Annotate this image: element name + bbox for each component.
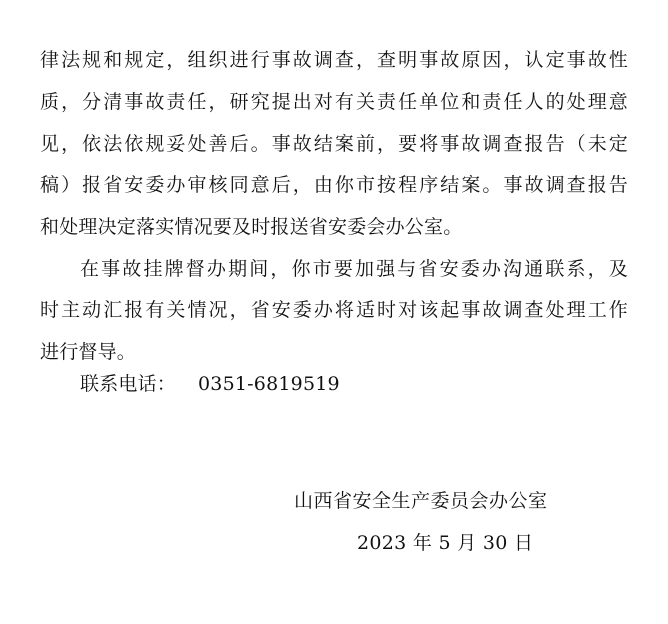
issuing-organization: 山西省安全生产委员会办公室: [294, 490, 548, 512]
paragraph-line: 时主动汇报有关情况，省安委办将适时对该起事故调查处理工作: [40, 299, 628, 321]
paragraph-line: 在事故挂牌督办期间，你市要加强与省安委办沟通联系，及: [80, 258, 628, 280]
paragraph-line: 律法规和规定，组织进行事故调查，查明事故原因，认定事故性: [40, 49, 628, 71]
contact-label: 联系电话：: [80, 373, 177, 395]
paragraph-line: 质，分清事故责任，研究提出对有关责任单位和责任人的处理意: [40, 91, 628, 113]
paragraph-line: 和处理决定落实情况要及时报送省安委会办公室。: [40, 216, 463, 238]
paragraph-line: 见，依法依规妥处善后。事故结案前，要将事故调查报告（未定: [40, 133, 628, 155]
contact-line: [80, 371, 340, 397]
paragraph-line: 稿）报省安委办审核同意后，由你市按程序结案。事故调查报告: [40, 174, 628, 196]
contact-phone: 0351-6819519: [198, 373, 340, 395]
issue-date: 2023 年 5 月 30 日: [357, 532, 534, 554]
paragraph-line: 进行督导。: [40, 341, 137, 363]
